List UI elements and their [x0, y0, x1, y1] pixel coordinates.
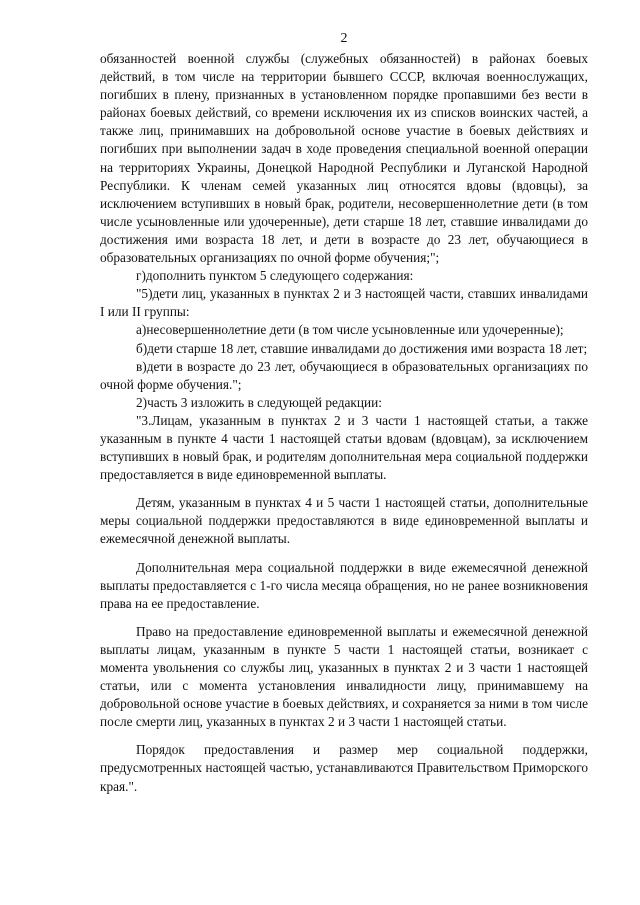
paragraph-item-5: "5)дети лиц, указанных в пунктах 2 и 3 настоящей части, ставших инвалидами I или II группы: — [100, 286, 588, 320]
paragraph-subitem-v: в)дети в возрасте до 23 лет, обучающиеся в образовательных организациях по очной форме обучения."; — [100, 358, 588, 392]
paragraph-continuation: обязанностей военной службы (служебных обязанностей) в районах боевых действий, в том числе на территории бывшего СССР, включая военнослужащих, погибших в плену, признанных в установленном порядке пропавшими без вести в районах боевых действий, со времени исключения их из списков воинских частей, а также лиц, принимавших на добровольной основе участие в боевых действиях и погибших при выполнении задач в ходе проведения специальной военной операции на территориях Украины, Донецкой Народной Республики и Луганской Народной Республики. К членам семей указанных лиц относятся вдовы (вдовцы), за исключением вступивших в новый брак, родители, несовершеннолетние дети (в том числе усыновленные или удочеренные), дети старше 18 лет, ставшие инвалидами до достижения ими возраста 18 лет, и дети в возрасте до 23 лет, обучающиеся в образовательных организациях по очной форме обучения;"; — [100, 51, 588, 266]
paragraph-subitem-a: а)несовершеннолетние дети (в том числе усыновленные или удочеренные); — [136, 322, 564, 338]
paragraph-item-g: г)дополнить пунктом 5 следующего содержания: — [136, 268, 414, 284]
paragraph-monthly-payment: Дополнительная мера социальной поддержки в виде ежемесячной денежной выплаты предоставляется с 1-го числа месяца обращения, но не ранее возникновения права на ее предоставление. — [100, 559, 588, 611]
paragraph-item-2: 2)часть 3 изложить в следующей редакции: — [136, 394, 382, 410]
paragraph-procedure: Порядок предоставления и размер мер социальной поддержки, предусмотренных настоящей частью, устанавливаются Правительством Приморского края.". — [100, 742, 588, 794]
page-number: 2 — [340, 31, 348, 46]
paragraph-right-to-payment: Право на предоставление единовременной выплаты и ежемесячной денежной выплаты лицам, указанным в пункте 5 части 1 настоящей статьи, возникает с момента увольнения со службы лиц, указанных в пунктах 2 и 3 части 1 настоящей статьи, или с момента установления инвалидности лицу, принимавшему на добровольной основе участие в боевых действиях, и сохраняется за ними в том числе после смерти лиц, указанных в пунктах 2 и 3 части 1 настоящей статьи. — [100, 623, 588, 730]
paragraph-subitem-b: б)дети старше 18 лет, ставшие инвалидами до достижения ими возраста 18 лет; — [136, 340, 588, 356]
document-body — [100, 50, 588, 796]
paragraph-part-3: "3.Лицам, указанным в пунктах 2 и 3 части 1 настоящей статьи, а также указанным в пункте 4 части 1 настоящей статьи вдовам (вдовцам), за исключением вступивших в новый брак, и родителям дополнительная мера социальной поддержки предоставляется в виде единовременной выплаты. — [100, 412, 588, 483]
paragraph-children-payments: Детям, указанным в пунктах 4 и 5 части 1 настоящей статьи, дополнительные меры социальной поддержки предоставляются в виде единовременной выплаты и ежемесячной денежной выплаты. — [100, 495, 588, 547]
